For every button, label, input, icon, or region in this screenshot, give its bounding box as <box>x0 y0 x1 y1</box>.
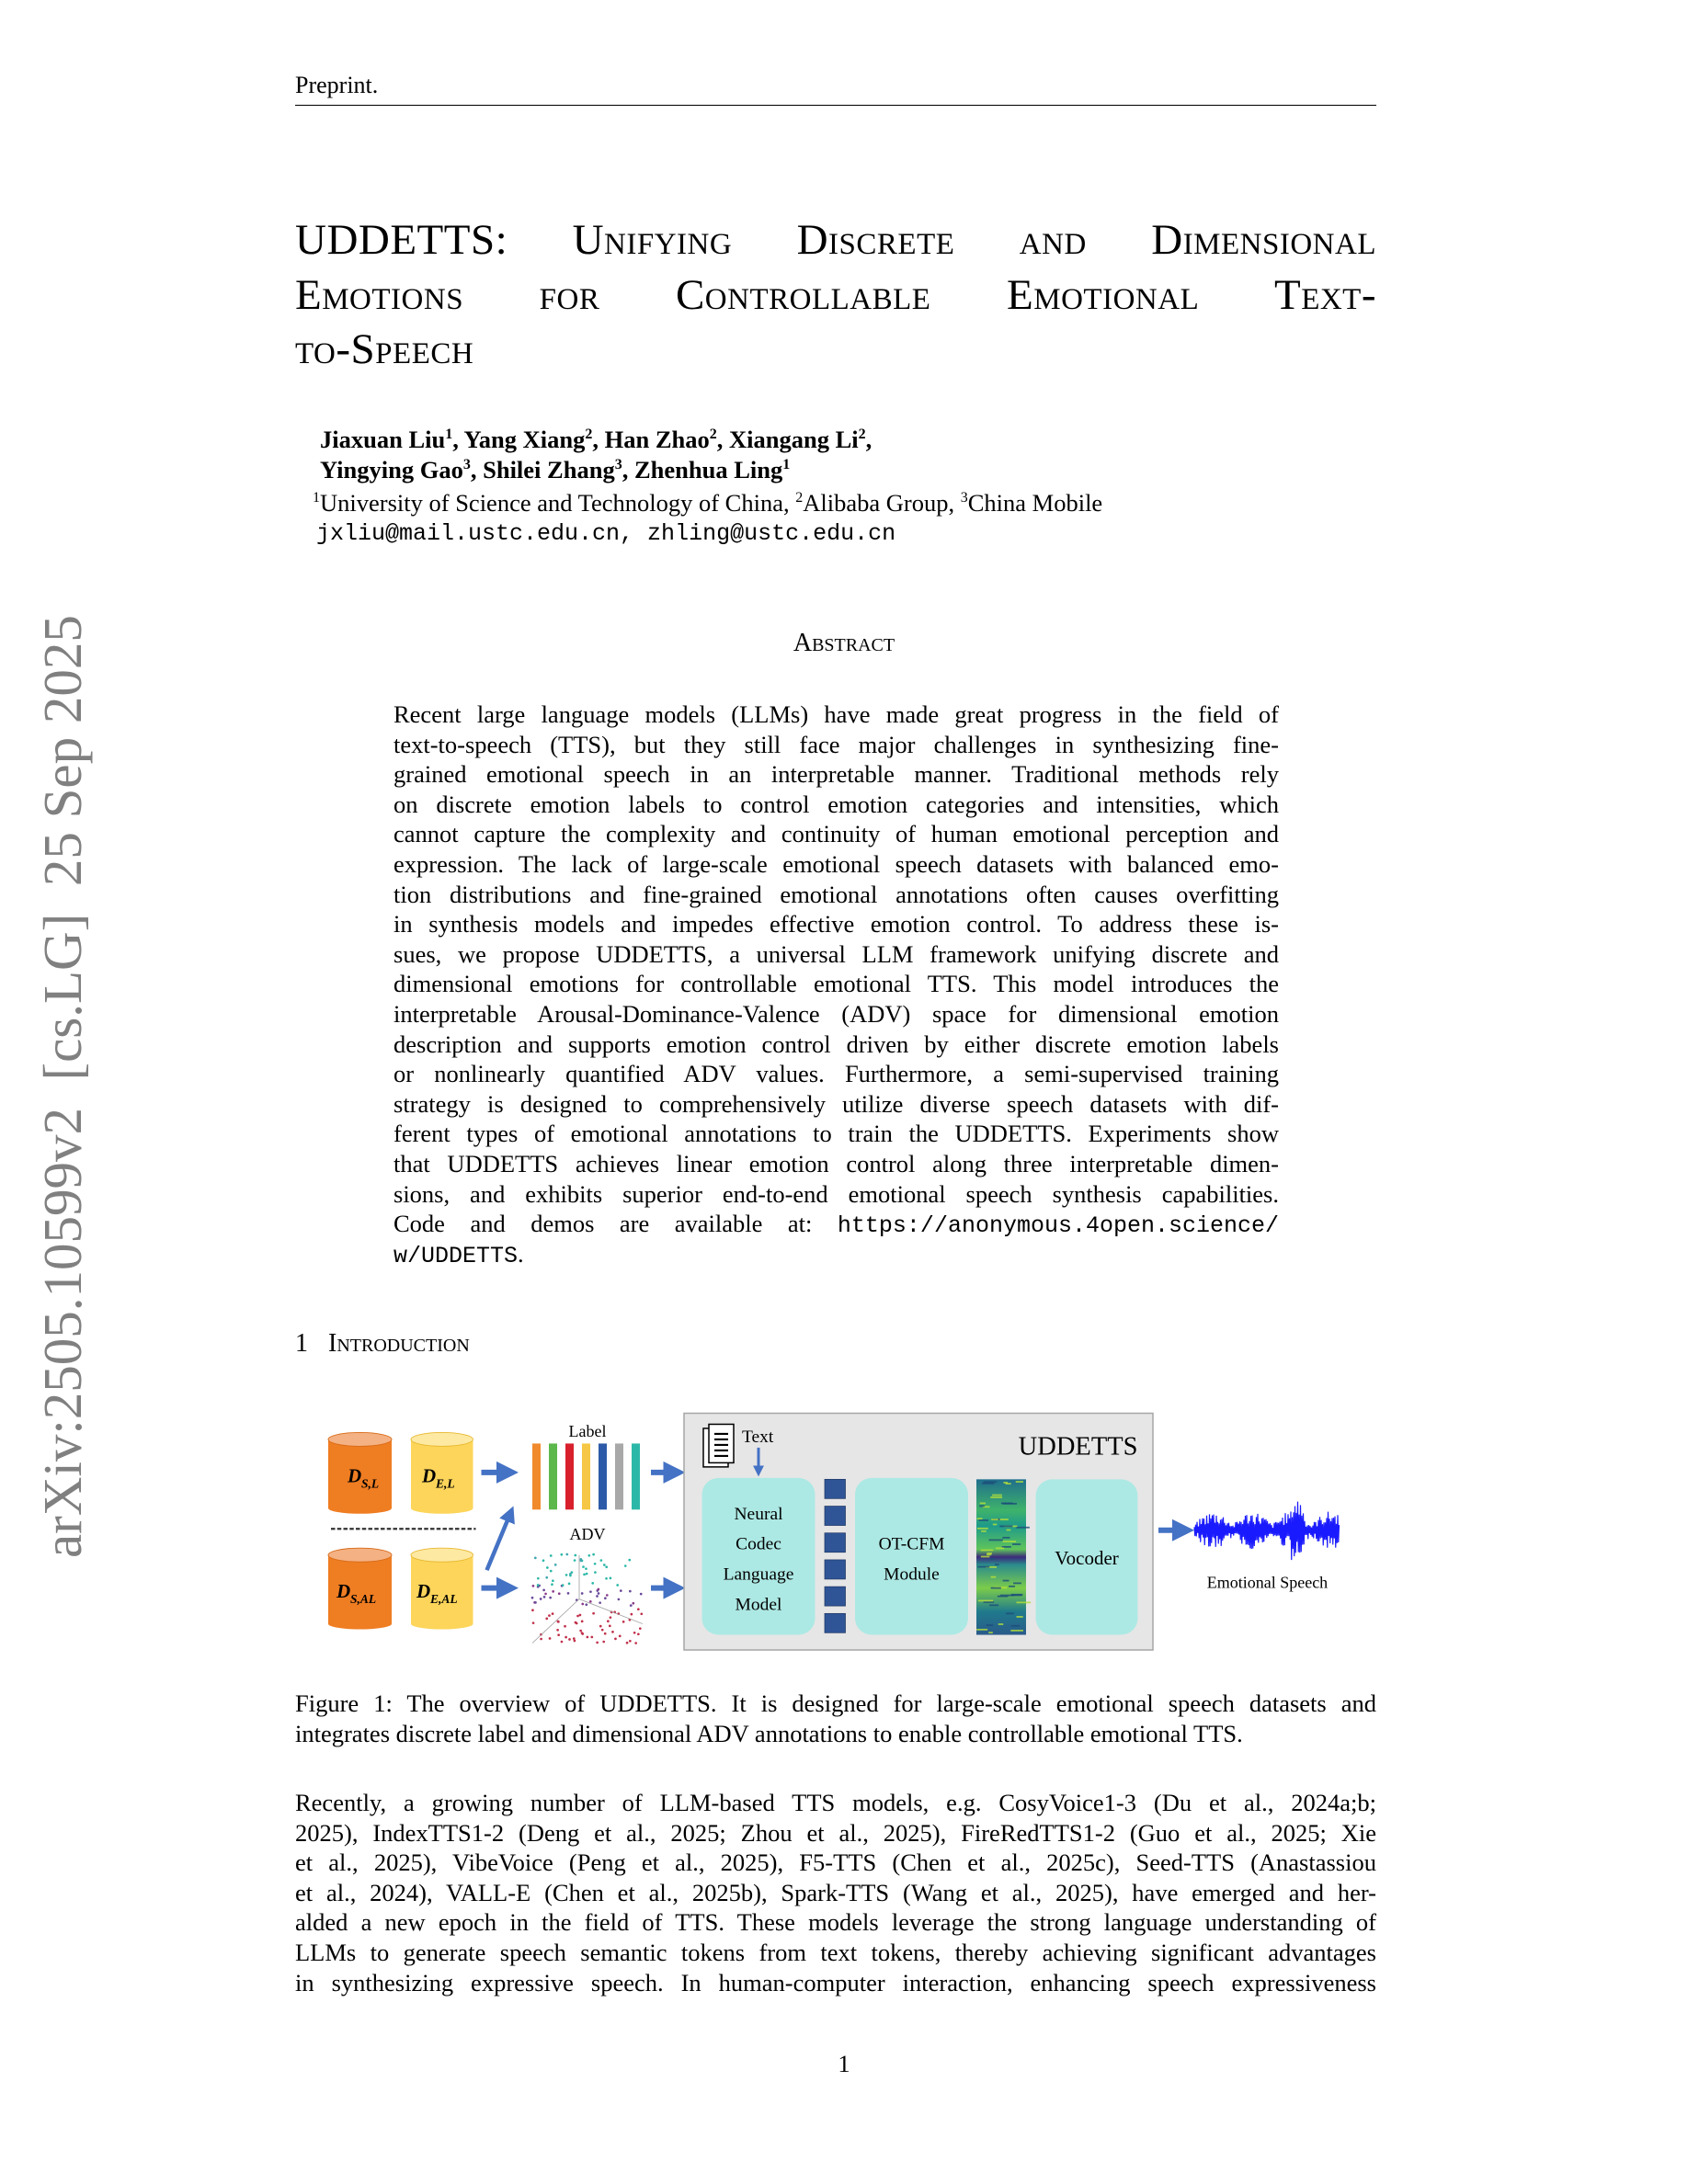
adv-point <box>540 1638 542 1641</box>
spectrogram-band <box>1011 1625 1020 1627</box>
paragraph-line: Recently, a growing number of LLM-based TTS models, e.g. CosyVoice1-3 (Du et al., 2024a;b; <box>295 1789 1376 1816</box>
spectrogram-band <box>987 1624 993 1626</box>
spectrogram-band <box>989 1604 998 1606</box>
spectrogram-band <box>981 1556 990 1558</box>
author-affiliation-mark: 1 <box>445 427 453 443</box>
adv-point <box>629 1640 632 1643</box>
abstract-line: dimensional emotions for controllable emotional TTS. This model introduces the <box>393 970 1279 998</box>
abstract-line: ferent types of emotional annotations to train the UDDETTS. Experiments show <box>393 1120 1279 1148</box>
adv-point <box>605 1577 608 1580</box>
adv-point <box>575 1621 577 1624</box>
dataset-ds-l-cylinder <box>328 1432 392 1513</box>
adv-point <box>573 1637 576 1640</box>
adv-point <box>562 1584 565 1587</box>
abstract-line: Recent large language models (LLMs) have made great progress in the field of <box>393 700 1279 728</box>
adv-point <box>552 1590 554 1593</box>
spectrogram-band <box>991 1576 997 1578</box>
speech-token <box>825 1613 846 1632</box>
spectrogram-band <box>1016 1481 1023 1483</box>
author: Zhenhua Ling <box>633 456 783 483</box>
author-emails[interactable]: jxliu@mail.ustc.edu.cn, zhling@ustc.edu.cn <box>316 520 896 547</box>
spectrogram-band <box>1003 1503 1017 1505</box>
spectrogram-band <box>1007 1530 1011 1531</box>
adv-point <box>544 1593 547 1596</box>
block-label: OT-CFM <box>878 1534 945 1554</box>
adv-point <box>556 1629 559 1632</box>
dataset-label: D <box>416 1580 431 1603</box>
adv-point <box>567 1592 570 1595</box>
paper-title <box>295 213 1376 378</box>
adv-point <box>574 1640 576 1643</box>
spectrogram-band <box>1009 1586 1015 1587</box>
spectrogram-band <box>995 1564 999 1565</box>
paragraph-line: et al., 2024), VALL-E (Chen et al., 2025b), Spark-TTS (Wang et al., 2025), have emerged and her- <box>295 1878 1376 1906</box>
abstract-heading: Abstract <box>793 629 895 657</box>
adv-point <box>537 1577 540 1580</box>
adv-axis <box>532 1555 579 1644</box>
adv-point <box>611 1631 614 1633</box>
spectrogram-band <box>991 1587 1001 1589</box>
spectrogram-band <box>1017 1601 1032 1603</box>
adv-point <box>543 1596 546 1598</box>
spectrogram-band <box>987 1553 991 1555</box>
author-affiliation-mark: 3 <box>614 457 622 473</box>
block-label: Module <box>884 1564 940 1585</box>
adv-point <box>552 1612 554 1615</box>
author: Shilei Zhang <box>483 456 615 483</box>
adv-point <box>599 1625 602 1628</box>
adv-point <box>607 1620 610 1622</box>
spectrogram-band <box>976 1629 987 1631</box>
block-label: Neural <box>734 1504 783 1524</box>
emotion-label-bar <box>532 1443 541 1509</box>
document-icon <box>703 1424 734 1466</box>
adv-point <box>549 1637 552 1640</box>
abstract-line: on discrete emotion labels to control emotion categories and intensities, which <box>393 790 1279 818</box>
header-rule <box>295 105 1376 106</box>
adv-point <box>634 1642 637 1644</box>
adv-point <box>542 1559 545 1562</box>
title-line: UDDETTS: Unifying Discrete and Dimensional <box>295 216 1376 264</box>
adv-point <box>619 1635 622 1638</box>
waveform-icon <box>1194 1502 1340 1560</box>
abstract-line: strategy is designed to comprehensively utilize diverse speech datasets with dif- <box>393 1089 1279 1118</box>
author-affiliation-mark: 2 <box>585 427 593 443</box>
adv-point <box>565 1636 567 1639</box>
dataset-subscript: S,AL <box>350 1592 377 1607</box>
adv-point <box>557 1621 560 1623</box>
spectrogram-band <box>992 1495 1002 1496</box>
block-label: Vocoder <box>1055 1547 1119 1570</box>
adv-point <box>546 1566 549 1569</box>
paragraph-line: 2025), IndexTTS1-2 (Deng et al., 2025; Zhou et al., 2025), FireRedTTS1-2 (Guo et al., 2025; Xie <box>295 1818 1376 1847</box>
dataset-subscript: E,L <box>436 1476 455 1491</box>
output-caption: Emotional Speech <box>1206 1573 1329 1592</box>
author: Han Zhao <box>604 426 710 453</box>
affiliation: Alibaba Group <box>803 489 949 517</box>
adv-point <box>594 1571 597 1574</box>
adv-point <box>574 1554 576 1557</box>
affiliation-number: 2 <box>795 490 804 506</box>
adv-point <box>568 1583 571 1586</box>
adv-point <box>583 1573 586 1575</box>
adv-scatter-plot <box>531 1553 644 1644</box>
adv-caption: ADV <box>569 1525 606 1544</box>
spectrogram-band <box>993 1524 998 1526</box>
spectrogram-band <box>1013 1583 1021 1585</box>
emotion-label-bar <box>565 1443 574 1509</box>
spectrogram-band <box>981 1550 994 1552</box>
adv-point <box>565 1553 568 1556</box>
code-url[interactable]: https://anonymous.4open.science/ <box>837 1212 1279 1240</box>
spectrogram-band <box>1006 1612 1014 1614</box>
ot-cfm-block <box>855 1478 968 1635</box>
author: Yingying Gao <box>320 456 463 483</box>
adv-point <box>540 1598 542 1600</box>
adv-point <box>610 1577 612 1580</box>
spectrogram-band <box>989 1539 1003 1541</box>
adv-point <box>537 1584 540 1587</box>
spectrogram-band <box>980 1503 986 1505</box>
abstract-line: expression. The lack of large-scale emotional speech datasets with balanced emo- <box>393 849 1279 878</box>
block-label: Codec <box>736 1534 781 1554</box>
adv-point <box>629 1590 632 1593</box>
page-number: 1 <box>838 2050 850 2077</box>
section-title: Introduction <box>328 1329 470 1358</box>
author: Yang Xiang <box>463 426 586 453</box>
adv-point <box>592 1612 595 1615</box>
spectrogram-band <box>988 1632 993 1633</box>
adv-point <box>576 1615 579 1618</box>
adv-point <box>545 1618 548 1621</box>
affiliations: $^1$University of Science and Technology of China, $^2$Alibaba Group, $^3$China Mobile <box>313 489 1103 517</box>
adv-point <box>628 1559 631 1562</box>
emotion-label-bar <box>582 1443 590 1509</box>
adv-point <box>599 1601 601 1604</box>
adv-point <box>585 1567 587 1570</box>
spectrogram-band <box>982 1483 995 1484</box>
adv-point <box>601 1629 604 1632</box>
adv-point <box>632 1602 634 1605</box>
adv-point <box>545 1576 548 1579</box>
adv-point <box>548 1614 551 1617</box>
adv-point <box>618 1598 621 1601</box>
speech-token <box>825 1479 846 1498</box>
system-name: UDDETTS <box>1018 1432 1138 1462</box>
adv-point <box>557 1633 560 1636</box>
speech-token <box>825 1560 846 1579</box>
adv-point <box>542 1589 545 1592</box>
spectrogram-band <box>979 1506 985 1507</box>
adv-point <box>602 1641 605 1644</box>
adv-point <box>610 1616 612 1619</box>
adv-point <box>581 1621 584 1623</box>
adv-point <box>550 1554 553 1557</box>
spectrogram-band <box>996 1547 1004 1549</box>
abstract-line: text-to-speech (TTS), but they still face major challenges in synthesizing fine- <box>393 730 1279 758</box>
section-number: 1 <box>295 1329 308 1358</box>
period: . <box>518 1239 524 1268</box>
adv-point <box>574 1559 576 1562</box>
adv-point <box>589 1590 592 1593</box>
emotion-label-bar <box>599 1443 607 1509</box>
adv-point <box>564 1625 566 1628</box>
adv-point <box>587 1636 589 1639</box>
adv-point <box>534 1557 537 1560</box>
code-prefix: Code and demos are available at: <box>393 1210 838 1238</box>
adv-point <box>600 1559 603 1562</box>
adv-point <box>581 1592 584 1595</box>
adv-point <box>606 1594 609 1597</box>
title-line: Emotions for Controllable Emotional Text- <box>295 270 1376 319</box>
adv-point <box>626 1642 629 1644</box>
dataset-label: D <box>336 1580 351 1603</box>
abstract-line: grained emotional speech in an interpretable manner. Traditional methods rely <box>393 760 1279 789</box>
adv-point <box>605 1565 608 1568</box>
dataset-label: D <box>422 1464 437 1487</box>
adv-point <box>534 1601 537 1604</box>
abstract-line: sues, we propose UDDETTS, a universal LLM framework unifying discrete and <box>393 939 1279 968</box>
abstract-line: cannot capture the complexity and continuity of human emotional perception and <box>393 820 1279 848</box>
abstract-line: that UDDETTS achieves linear emotion control along three interpretable dimen- <box>393 1149 1279 1177</box>
spectrogram-band <box>990 1558 995 1560</box>
adv-point <box>596 1595 599 1598</box>
figure-caption <box>295 1689 1376 1748</box>
title-line: to-Speech <box>295 325 474 373</box>
adv-point <box>596 1642 599 1644</box>
adv-point <box>590 1636 593 1639</box>
adv-point <box>552 1579 554 1582</box>
spectrogram-band <box>977 1518 983 1519</box>
abstract-line: description and supports emotion control driven by either discrete emotion labels <box>393 1029 1279 1058</box>
author-affiliation-mark: 1 <box>782 457 791 473</box>
speech-token <box>825 1587 846 1606</box>
adv-point <box>549 1597 552 1599</box>
affiliation: University of Science and Technology of China <box>320 489 783 517</box>
spectrogram-band <box>998 1623 1004 1625</box>
adv-point <box>591 1582 594 1585</box>
author-affiliation-mark: 2 <box>858 427 866 443</box>
paragraph-line: in synthesizing expressive speech. In human-computer interaction, enhancing speech expressiveness <box>295 1968 1376 1996</box>
abstract-line: in synthesis models and impedes effective emotion control. To address these is- <box>393 910 1279 938</box>
adv-point <box>581 1603 584 1606</box>
author: Jiaxuan Liu <box>320 426 446 453</box>
adv-point <box>622 1621 625 1623</box>
affiliation-number: 3 <box>960 490 968 506</box>
code-url[interactable]: w/UDDETTS <box>393 1242 519 1269</box>
spectrogram-band <box>1003 1580 1009 1582</box>
affiliation-number: 1 <box>313 490 320 506</box>
adv-point <box>603 1564 606 1566</box>
spectrogram-band <box>991 1519 998 1520</box>
intro-paragraph <box>295 1788 1376 1997</box>
adv-point <box>531 1597 534 1599</box>
adv-point <box>604 1632 607 1635</box>
adv-point <box>585 1603 587 1606</box>
paragraph-line: alded a new epoch in the field of TTS. These models leverage the strong language understanding of <box>295 1908 1376 1937</box>
adv-point <box>609 1624 611 1627</box>
adv-point <box>616 1584 619 1587</box>
emotion-label-bar <box>549 1443 557 1509</box>
adv-point <box>639 1627 642 1630</box>
adv-point <box>598 1588 600 1591</box>
spectrogram-band <box>978 1600 993 1602</box>
figure-1-overview <box>317 1406 1365 1661</box>
adv-point <box>587 1554 590 1557</box>
adv-point <box>561 1641 564 1644</box>
paragraph-line: et al., 2025), VibeVoice (Peng et al., 2025), F5-TTS (Chen et al., 2025c), Seed-TTS (Anastassiou <box>295 1848 1376 1877</box>
abstract-line: sions, and exhibits superior end-to-end emotional speech synthesis capabilities. <box>393 1179 1279 1208</box>
adv-point <box>589 1600 592 1603</box>
author-affiliation-mark: 2 <box>709 427 717 443</box>
spectrogram-band <box>999 1526 1012 1528</box>
adv-point <box>620 1589 622 1592</box>
spectrogram-band <box>979 1519 989 1521</box>
spectrogram-band <box>1006 1483 1011 1484</box>
caption-line: Figure 1: The overview of UDDETTS. It is designed for large-scale emotional speech datasets and <box>295 1689 1376 1717</box>
spectrogram-band <box>1003 1541 1017 1542</box>
spectrogram-band <box>1010 1630 1023 1632</box>
adv-point <box>586 1573 588 1575</box>
adv-point <box>637 1632 640 1635</box>
dataset-label: D <box>348 1464 362 1487</box>
author-list: Jiaxuan Liu$^1$, Yang Xiang$^2$, Han Zhao$^2$, Xiangang Li$^2$, Yingying Gao$^3$, Shilei Zhang$^3$, Zhenhua Ling$^1$ <box>320 426 873 483</box>
adv-point <box>580 1559 583 1562</box>
adv-point <box>568 1638 571 1641</box>
abstract-line <box>393 1209 1279 1239</box>
spectrogram-band <box>981 1530 987 1532</box>
adv-point <box>579 1630 582 1632</box>
adv-point <box>640 1612 643 1615</box>
dataset-subscript: E,AL <box>430 1592 458 1607</box>
adv-point <box>532 1585 535 1587</box>
running-head: Preprint. <box>295 72 379 98</box>
arxiv-identifier[interactable]: arXiv:2505.10599v2 [cs.LG] 25 Sep 2025 <box>32 615 93 1558</box>
spectrogram-band <box>977 1528 988 1530</box>
adv-point <box>592 1553 595 1556</box>
adv-point <box>604 1597 607 1599</box>
section-heading-introduction <box>295 1329 470 1359</box>
speech-token <box>825 1507 846 1526</box>
adv-point <box>624 1564 627 1567</box>
adv-point <box>565 1574 568 1576</box>
abstract-line <box>393 1239 1279 1269</box>
emotion-label-bars <box>532 1443 640 1509</box>
emotion-label-bar <box>615 1443 623 1509</box>
spectrogram-band <box>1000 1595 1014 1597</box>
label-caption: Label <box>568 1421 607 1440</box>
adv-point <box>558 1592 561 1595</box>
adv-point <box>531 1609 534 1611</box>
adv-point <box>614 1638 617 1641</box>
spectrogram-band <box>1002 1537 1009 1539</box>
adv-point <box>550 1570 553 1573</box>
spectrogram-band <box>1016 1527 1030 1529</box>
abstract-line: or nonlinearly quantified ADV values. Furthermore, a semi-supervised training <box>393 1060 1279 1088</box>
adv-point <box>630 1604 633 1607</box>
adv-point <box>551 1583 553 1586</box>
adv-point <box>640 1593 643 1596</box>
adv-point <box>569 1575 572 1577</box>
dataset-de-al-cylinder <box>411 1548 473 1629</box>
adv-point <box>554 1564 557 1566</box>
spectrogram-band <box>1017 1616 1023 1618</box>
adv-point <box>579 1614 582 1617</box>
adv-point <box>532 1621 535 1624</box>
caption-line: integrates discrete label and dimensional ADV annotations to enable controllable emotional TTS. <box>295 1719 1243 1747</box>
spectrogram-band <box>977 1566 989 1568</box>
affiliation: China Mobile <box>967 489 1103 517</box>
adv-point <box>637 1608 640 1610</box>
emotion-label-bar <box>632 1443 640 1509</box>
adv-point <box>581 1632 584 1634</box>
adv-point <box>560 1553 563 1556</box>
adv-point <box>631 1613 633 1616</box>
author: Xiangang Li <box>728 426 859 453</box>
paragraph-line: LLMs to generate speech semantic tokens from text tokens, thereby achieving significant advantages <box>295 1938 1376 1966</box>
dataset-de-l-cylinder <box>411 1432 473 1513</box>
abstract-line: interpretable Arousal-Dominance-Valence (ADV) space for dimensional emotion <box>393 999 1279 1028</box>
text-input-caption: Text <box>742 1427 774 1447</box>
author-affiliation-mark: 3 <box>462 457 471 473</box>
speech-token <box>825 1533 846 1553</box>
spectrogram-band <box>984 1481 998 1483</box>
block-label: Model <box>735 1595 782 1615</box>
abstract-body <box>393 700 1279 1268</box>
block-label: Language <box>723 1564 794 1585</box>
adv-point <box>582 1565 585 1568</box>
adv-point <box>633 1632 636 1634</box>
spectrogram-band <box>1012 1543 1021 1545</box>
spectrogram-band <box>990 1496 1002 1498</box>
arrow-icon <box>487 1514 511 1570</box>
adv-point <box>594 1563 597 1565</box>
dataset-ds-al-cylinder <box>328 1548 392 1629</box>
dataset-subscript: S,L <box>361 1476 380 1491</box>
abstract-line: tion distributions and fine-grained emotional annotations often causes overfitting <box>393 880 1279 908</box>
adv-point <box>598 1592 600 1595</box>
